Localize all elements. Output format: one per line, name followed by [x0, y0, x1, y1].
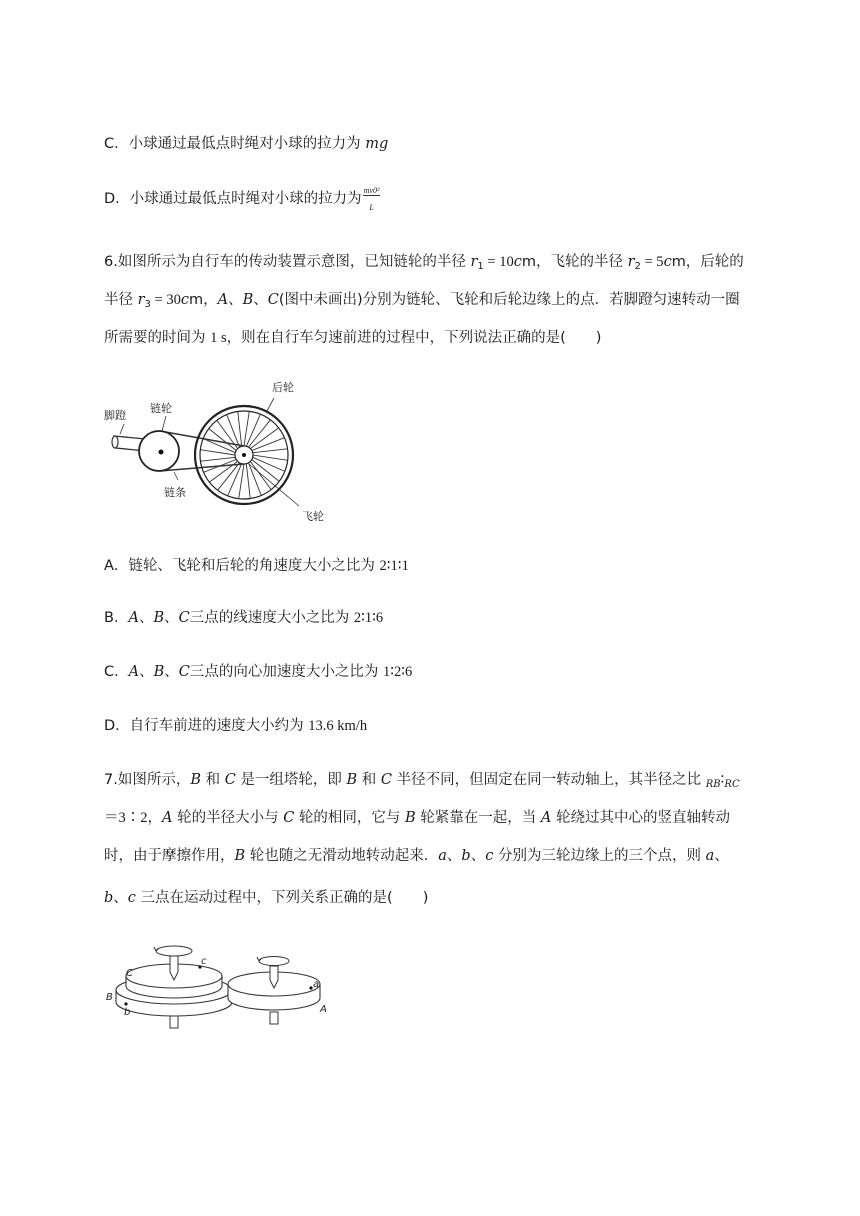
point-a: a [438, 848, 447, 864]
q7-stem-line-1 [104, 770, 740, 795]
point-c: C [267, 292, 279, 308]
text: ) [595, 330, 602, 346]
point-b: B [153, 664, 165, 680]
q7-stem-line-4 [104, 888, 428, 908]
wheel-c: C [380, 772, 393, 788]
wheel-c: C [283, 810, 295, 826]
point-b: B [153, 610, 165, 626]
text: 、 [470, 848, 486, 864]
text: 、 [139, 664, 154, 680]
text: 和 [357, 772, 381, 788]
wheel-b: B [346, 772, 358, 788]
q5-option-d [104, 186, 380, 212]
label-wheel-c: C [126, 968, 133, 979]
q7-stem-line-3 [104, 846, 729, 866]
point-c: C [178, 664, 190, 680]
text: 三点的向心加速度大小之比为 [189, 664, 383, 680]
text: 、 [113, 890, 128, 906]
radius-rc: RC [724, 779, 740, 790]
text: 、 [714, 848, 729, 864]
wheel-b: B [234, 848, 246, 864]
point-a: A [128, 610, 139, 626]
text: 轮绕过其中心的竖直轴转动 [551, 810, 730, 826]
text: 轮的相同，它与 [294, 810, 406, 826]
text: C． [104, 664, 129, 680]
wheel-a: A [540, 810, 552, 826]
text: 三点的线速度大小之比为 [189, 610, 354, 626]
q5-option-c [104, 134, 388, 154]
value: = 5 [640, 254, 664, 270]
fraction-denominator: L [369, 203, 374, 212]
label-flywheel: 飞轮 [302, 510, 324, 523]
unit-c: c [513, 254, 522, 270]
unit-c: c [663, 254, 672, 270]
text: m，飞轮的半径 [521, 254, 628, 270]
var-r2: r [627, 254, 635, 270]
label-wheel-b: B [106, 992, 113, 1003]
q7-stem-line-2 [104, 808, 730, 828]
chainring-dot [159, 450, 164, 455]
sub: 3 [144, 299, 151, 310]
q5-option-d-text: D．小球通过最低点时绳对小球的拉力为 [104, 191, 362, 207]
wheel-c: C [224, 772, 236, 788]
spoke [246, 464, 250, 499]
text: 、 [164, 664, 179, 680]
text: ∶ [720, 772, 725, 788]
q7-wheels-figure [104, 938, 344, 1030]
text: 7.如图所示， [104, 772, 191, 788]
ratio: 2∶1∶6 [353, 610, 384, 626]
wheel-b: B [190, 772, 201, 788]
text: 轮也随之无滑动地转动起来． [245, 848, 439, 864]
label-wheel-a: A [320, 1004, 327, 1015]
text: ，则在自行车匀速前进的过程中，下列说法正确的是( [226, 330, 566, 346]
q6-stem-line-1 [104, 252, 744, 277]
point-c: c [485, 848, 494, 864]
ratio: 2∶1∶1 [379, 558, 409, 574]
text: 分别为三轮边缘上的三个点，则 [493, 848, 706, 864]
text: 、 [138, 610, 154, 626]
q6-stem-line-3 [104, 328, 601, 348]
text: 、 [164, 610, 179, 626]
wheel-a: A [162, 810, 173, 826]
text: 轮的半径大小与 [172, 810, 284, 826]
value: = 30 [150, 292, 181, 308]
text: ＝3∶2， [104, 810, 162, 826]
point-b: B [242, 292, 254, 308]
var-r1: r [470, 254, 478, 270]
sub: 2 [634, 261, 641, 272]
q6-option-c[interactable] [104, 662, 412, 682]
q6-option-b[interactable] [104, 608, 383, 628]
label-chainring: 链轮 [150, 402, 172, 415]
text: 三点在运动过程中，下列关系正确的是( [135, 890, 393, 906]
value: = 10 [483, 254, 514, 270]
text: ) [422, 890, 429, 906]
pedal-end [112, 436, 118, 448]
point-c: C [178, 610, 190, 626]
q6-stem-line-2 [104, 290, 740, 315]
text: 和 [201, 772, 225, 788]
text: 所需要的时间为 [104, 330, 211, 346]
label-point-c: c [201, 956, 207, 967]
fraction-numerator: mv0² [363, 186, 380, 195]
point-b: b [104, 890, 114, 906]
text: 、 [446, 848, 462, 864]
point-b: b [461, 848, 471, 864]
q5-option-c-math: mg [365, 136, 389, 152]
text: 半径 [104, 292, 138, 308]
label-point-b: b [124, 1007, 131, 1018]
wheel-b: B [405, 810, 416, 826]
radius-rb: RB [705, 779, 721, 790]
point-a: a [705, 848, 715, 864]
label-pedal: 脚蹬 [104, 409, 126, 422]
q5-option-d-fraction [363, 186, 381, 212]
text: 6.如图所示为自行车的传动装置示意图，已知链轮的半径 [104, 254, 471, 270]
text: 半径不同，但固定在同一转动轴上，其半径之比 [392, 772, 706, 788]
text: 是一组塔轮，即 [235, 772, 347, 788]
q6-bicycle-figure [104, 376, 334, 526]
label-chain: 链条 [164, 486, 186, 499]
text: m， [188, 292, 218, 308]
point-b-dot [124, 1002, 127, 1005]
spoke [200, 457, 235, 461]
text: m，后轮的 [671, 254, 744, 270]
label-point-a: a [313, 979, 320, 990]
value: 1 s [210, 330, 227, 346]
q5-option-c-text: C．小球通过最低点时绳对小球的拉力为 [104, 136, 366, 152]
text: 轮紧靠在一起，当 [415, 810, 541, 826]
text: 、 [228, 292, 243, 308]
text: A．链轮、飞轮和后轮的角速度大小之比为 [104, 558, 380, 574]
unit-c: c [180, 292, 189, 308]
text: B． [104, 610, 129, 626]
spoke [253, 449, 288, 453]
point-a: A [128, 664, 140, 680]
sub: 1 [477, 261, 484, 272]
point-a: A [217, 292, 229, 308]
hub-dot [242, 453, 246, 457]
var-r3: r [137, 292, 145, 308]
ratio: 1∶2∶6 [382, 664, 413, 680]
text: D．自行车前进的速度大小约为 [104, 718, 309, 734]
q6-option-d[interactable] [104, 716, 367, 736]
text: 时，由于摩擦作用， [104, 848, 235, 864]
point-c: c [127, 890, 136, 906]
value: 13.6 km/h [308, 718, 368, 734]
spoke [238, 411, 242, 446]
text: 、 [253, 292, 268, 308]
q6-option-a[interactable] [104, 556, 409, 576]
text: (图中未画出)分别为链轮、飞轮和后轮边缘上的点．若脚蹬匀速转动一圈 [278, 292, 740, 308]
label-rear-wheel: 后轮 [272, 381, 294, 394]
